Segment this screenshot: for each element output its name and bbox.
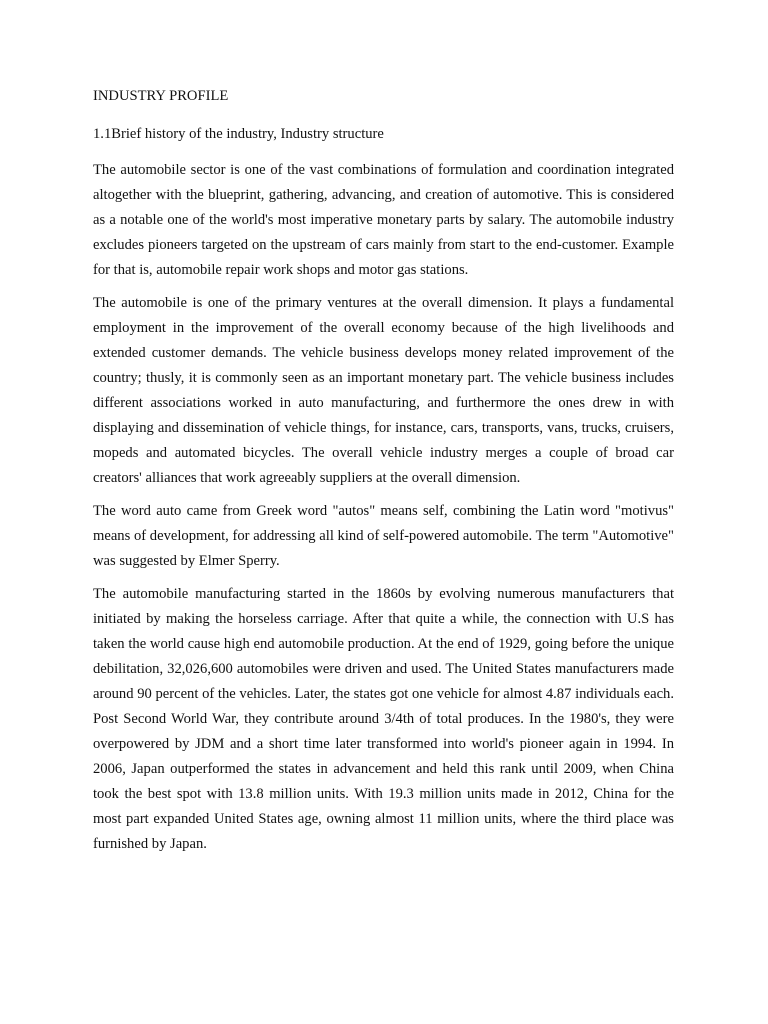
paragraph-4: The automobile manufacturing started in the 1860s by evolving numerous manufacturers that initiated by making the horseless carriage. After that quite a while, the connection with U.S has taken the world cause high end automobile production. At the end of 1929, going before the unique debilitation, 32,026,600 automobiles were driven and used. The United States manufacturers made around 90 percent of the vehicles. Later, the states got one vehicle for almost 4.87 individuals each. Post Second World War, they contribute around 3/4th of total produces. In the 1980's, they were overpowered by JDM and a short time later transformed into world's pioneer again in 1994. In 2006, Japan outperformed the states in advancement and held this rank until 2009, when China took the best spot with 13.8 million units. With 19.3 million units made in 2012, China for the most part expanded United States age, owning almost 11 million units, where the third place was furnished by Japan. [93, 586, 674, 852]
paragraph-3: The word auto came from Greek word "autos" means self, combining the Latin word "motivus" means of development, for addressing all kind of self-powered automobile. The term "Automotive" was suggested by Elmer Sperry. [93, 503, 674, 569]
paragraph-1: The automobile sector is one of the vast combinations of formulation and coordination integrated altogether with the blueprint, gathering, advancing, and creation of automotive. This is considered as a notable one of the world's most imperative monetary parts by salary. The automobile industry excludes pioneers targeted on the upstream of cars mainly from start to the end-customer. Example for that is, automobile repair work shops and motor gas stations. [93, 162, 674, 278]
subsection-heading: 1.1Brief history of the industry, Industry structure [93, 126, 384, 142]
paragraph-2: The automobile is one of the primary ventures at the overall dimension. It plays a fundamental employment in the improvement of the overall economy because of the high livelihoods and extended customer demands. The vehicle business develops money related improvement of the country; thusly, it is commonly seen as an important monetary part. The vehicle business includes different associations worked in auto manufacturing, and furthermore the ones drew in with displaying and dissemination of vehicle things, for instance, cars, transports, vans, trucks, cruisers, mopeds and automated bicycles. The overall vehicle industry merges a couple of broad car creators' alliances that work agreeably suppliers at the overall dimension. [93, 295, 674, 486]
section-heading: INDUSTRY PROFILE [93, 88, 229, 104]
document-page [93, 86, 674, 865]
